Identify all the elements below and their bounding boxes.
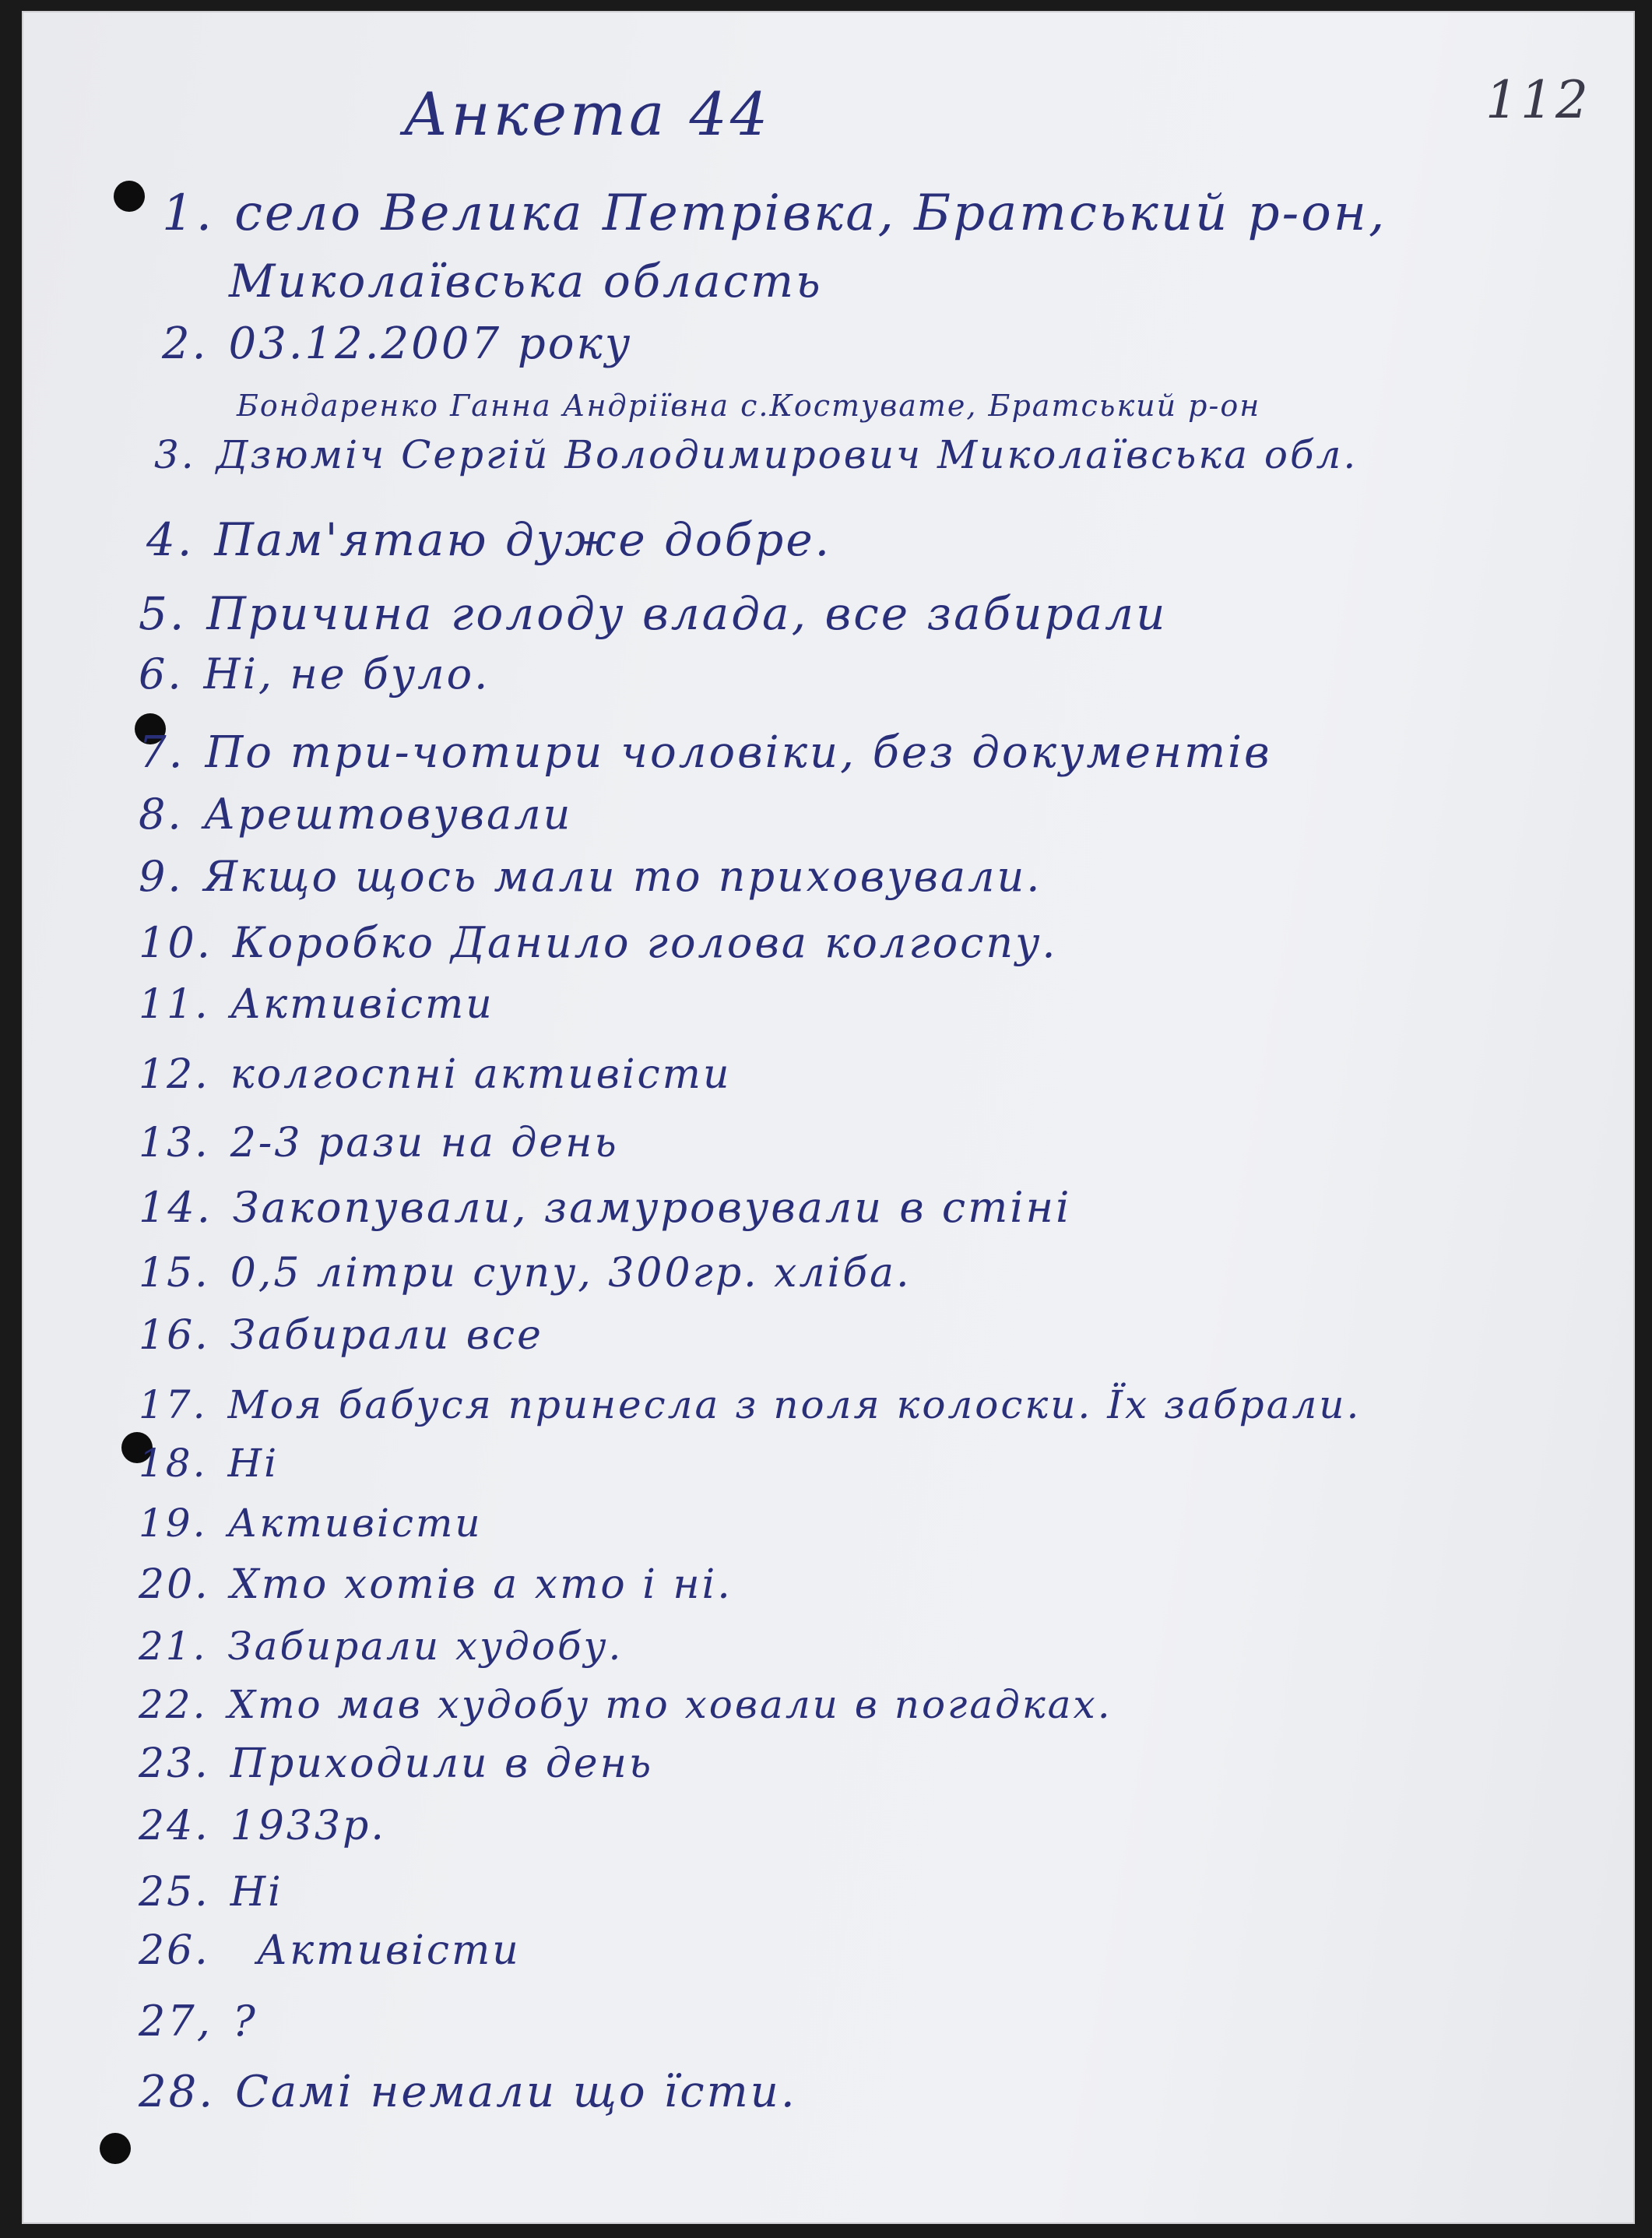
document-page [22, 11, 1635, 2224]
item-number: 9. [139, 852, 184, 901]
answer-line [139, 918, 1058, 967]
item-number: 3. [154, 432, 196, 477]
answer-text: 1933р. [230, 1803, 386, 1849]
answer-text: Пам'ятаю дуже добре. [214, 513, 832, 566]
answer-line [162, 318, 633, 369]
answer-text: Миколаївська область [229, 255, 823, 308]
answer-line [139, 1250, 912, 1297]
answer-text: Активісти [256, 1927, 521, 1974]
answer-line [139, 981, 494, 1028]
item-number: 12. [139, 1051, 210, 1098]
item-number: 16. [139, 1312, 210, 1359]
answer-text: Моя бабуся принесла з поля колоски. Їх забрали. [227, 1382, 1362, 1427]
answer-text: Самі немали що їсти. [235, 2067, 797, 2117]
answer-text: Забирали худобу. [227, 1624, 624, 1669]
answer-line [216, 391, 1260, 421]
answer-line [146, 513, 832, 566]
item-number: 26. [139, 1927, 210, 1974]
answer-line [139, 1682, 1112, 1727]
item-number: 18. [139, 1441, 208, 1486]
answer-text: Дзюміч Сергій Володимирович Миколаївська обл. [216, 432, 1359, 477]
answer-line [139, 1051, 732, 1098]
item-number: 23. [139, 1740, 210, 1787]
answer-line [139, 1869, 283, 1916]
answer-line [209, 255, 823, 308]
answer-line [139, 649, 490, 698]
item-number: 17. [139, 1382, 208, 1427]
answer-line [139, 727, 1272, 778]
answer-line [139, 1312, 543, 1359]
item-number: 8. [139, 790, 184, 839]
item-number: 15. [139, 1250, 210, 1297]
item-number: 6. [139, 649, 184, 698]
answer-text: Хто мав худобу то ховали в погадках. [227, 1682, 1112, 1727]
item-number: 19. [139, 1501, 208, 1546]
answer-line [139, 852, 1042, 901]
answer-text: 0,5 літри супу, 300гр. хліба. [230, 1250, 912, 1297]
answer-line [162, 185, 1387, 242]
answer-line [139, 1120, 619, 1167]
answer-text: ? [232, 1997, 258, 2046]
item-number: 21. [139, 1624, 208, 1669]
answer-text: Бондаренко Ганна Андріївна с.Костувате, Братський р-он [237, 389, 1261, 423]
answer-text: Якщо щось мали то приховували. [203, 852, 1042, 901]
answer-text: Ні, не було. [203, 649, 490, 698]
answer-text: 2-3 рази на день [230, 1120, 619, 1167]
answer-line [154, 432, 1359, 477]
answer-text: Приходили в день [230, 1740, 654, 1787]
answer-line [139, 1740, 654, 1787]
answer-line [139, 2067, 797, 2117]
page-number: 112 [1485, 70, 1590, 130]
answer-line [139, 1997, 258, 2046]
punch-hole [114, 181, 145, 212]
answer-text: Арештовували [203, 790, 573, 839]
answer-text: По три-чотири чоловіки, без документів [205, 727, 1272, 778]
punch-hole [100, 2133, 131, 2164]
answer-text: Коробко Данило голова колгоспу. [232, 918, 1058, 967]
answer-text: Ні [230, 1869, 283, 1916]
answer-text: село Велика Петрівка, Братський р-он, [234, 185, 1387, 242]
answer-line [139, 1803, 386, 1849]
item-number: 10. [139, 918, 213, 967]
item-number: 25. [139, 1869, 210, 1916]
answer-text: 03.12.2007 року [228, 318, 633, 369]
answer-line [139, 1382, 1362, 1427]
item-number: 27, [139, 1997, 213, 2046]
answer-text: Причина голоду влада, все забирали [206, 587, 1168, 640]
page-title: Анкета 44 [403, 79, 772, 149]
item-number: 2. [162, 318, 209, 369]
item-number: 28. [139, 2067, 216, 2117]
item-number: 13. [139, 1120, 210, 1167]
item-number: 14. [139, 1183, 213, 1232]
item-number: 1. [162, 185, 215, 242]
answer-line [139, 1624, 624, 1669]
answer-text: Закопували, замуровували в стіні [232, 1183, 1072, 1232]
answer-text: Хто хотів а хто і ні. [230, 1561, 733, 1608]
item-number: 4. [146, 513, 195, 566]
answer-line [139, 1183, 1072, 1232]
answer-text: Активісти [227, 1501, 483, 1546]
item-number: 5. [139, 587, 187, 640]
item-number: 11. [139, 981, 210, 1028]
answer-line [139, 1927, 521, 1974]
answer-line [139, 1441, 279, 1486]
item-number: 7. [139, 727, 185, 778]
answer-text: Ні [227, 1441, 279, 1486]
answer-text: колгоспні активісти [230, 1051, 732, 1098]
answer-text: Забирали все [230, 1312, 543, 1359]
answer-line [139, 1501, 483, 1546]
answer-line [139, 1561, 733, 1608]
answer-line [139, 790, 573, 839]
item-number: 20. [139, 1561, 210, 1608]
answer-line [139, 587, 1168, 640]
item-number: 24. [139, 1803, 210, 1849]
answer-text: Активісти [230, 981, 494, 1028]
item-number: 22. [139, 1682, 208, 1727]
